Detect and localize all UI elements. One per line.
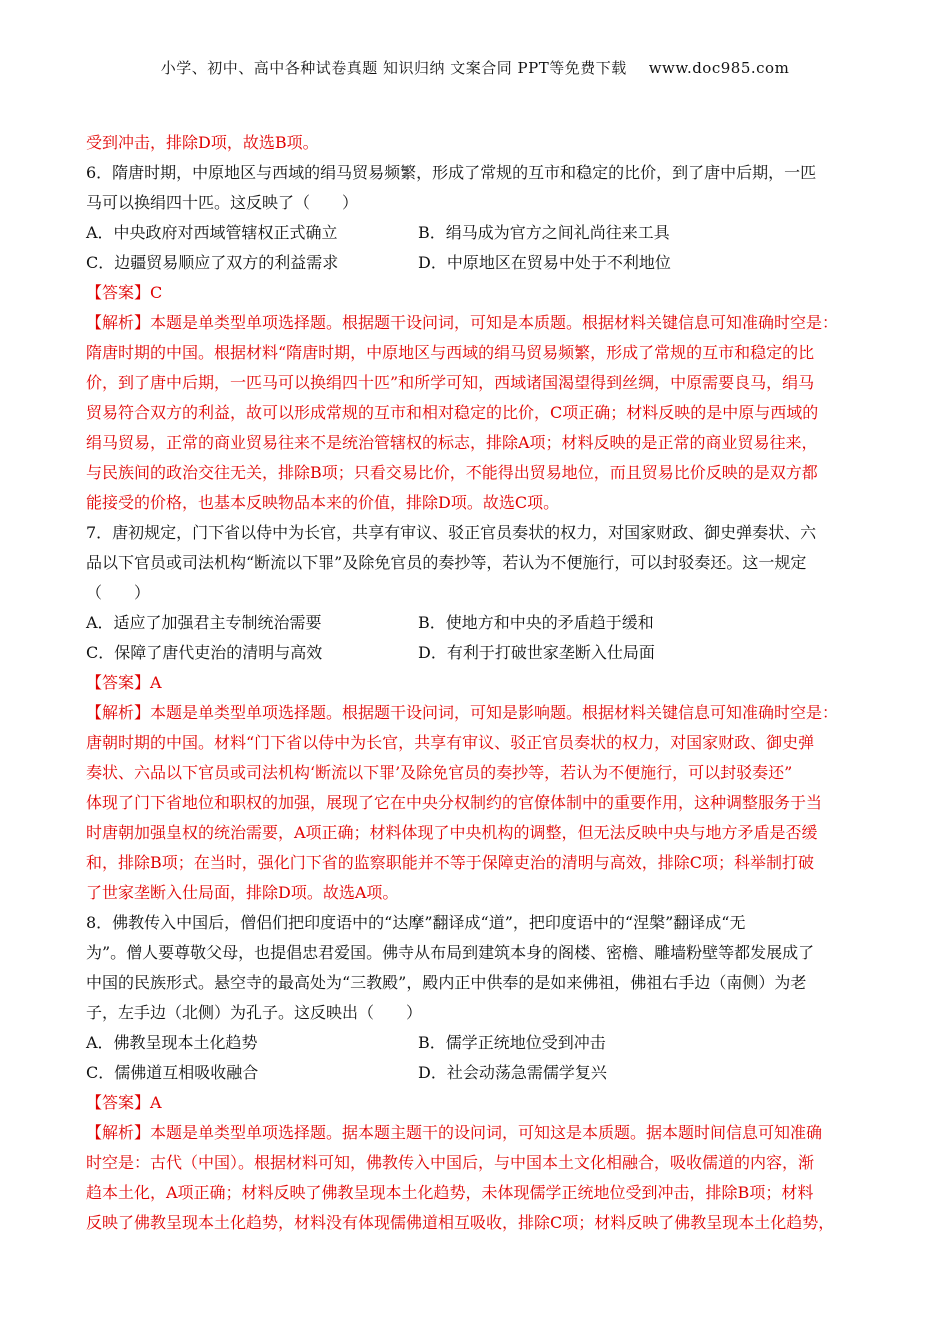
analysis-line: 反映了佛教呈现本土化趋势，材料没有体现儒佛道相互吸收，排除C项；材料反映了佛教呈现本土化趋势， [86,1213,835,1232]
analysis-line: 【解析】本题是单类型单项选择题。根据题干设问词，可知是本质题。根据材料关键信息可知准确时空是： [86,313,839,332]
option-d: D．社会动荡急需儒学复兴 [418,1063,607,1082]
analysis-line: 时唐朝加强皇权的统治需要，A项正确；材料体现了中央机构的调整，但无法反映中央与地方矛盾是否缓 [86,823,818,842]
option-b: B．使地方和中央的矛盾趋于缓和 [418,613,654,632]
question-stem-line: 品以下官员或司法机构“断流以下罪”及除免官员的奏抄等，若认为不便施行，可以封驳奏还。这一规定 [86,553,807,572]
options-row [86,638,870,668]
question-stem-line: 6．隋唐时期，中原地区与西域的绢马贸易频繁，形成了常规的互市和稳定的比价，到了唐中后期，一匹 [86,163,817,182]
analysis-line: 时空是：古代（中国）。根据材料可知，佛教传入中国后，与中国本土文化相融合，吸收儒道的内容，渐 [86,1153,815,1172]
answer-label: 【答案】C [86,283,163,302]
question-7 [86,518,870,908]
option-a: A．中央政府对西域管辖权正式确立 [86,223,338,242]
option-b: B．绢马成为官方之间礼尚往来工具 [418,223,670,242]
option-c: C．儒佛道互相吸收融合 [86,1063,259,1082]
analysis-line: 奏状、六品以下官员或司法机构‘断流以下罪’及除免官员的奏抄等，若认为不便施行，可以封驳奏还” [86,763,793,782]
option-d: D．中原地区在贸易中处于不利地位 [418,253,671,272]
question-8 [86,908,870,1238]
question-stem-line: 7．唐初规定，门下省以侍中为长官，共享有审议、驳正官员奏状的权力，对国家财政、御史弹奏状、六 [86,523,817,542]
option-a: A．适应了加强君主专制统治需要 [86,613,322,632]
analysis-line: 与民族间的政治交往无关，排除B项；只看交易比价，不能得出贸易地位，而且贸易比价反映的是双方都 [86,463,818,482]
analysis-line: 绢马贸易，正常的商业贸易往来不是统治管辖权的标志，排除A项；材料反映的是正常的商业贸易往来， [86,433,818,452]
option-c: C．边疆贸易顺应了双方的利益需求 [86,253,339,272]
answer-label: 【答案】A [86,673,162,692]
analysis-line: 唐朝时期的中国。材料“门下省以侍中为长官，共享有审议、驳正官员奏状的权力，对国家财政、御史弹 [86,733,815,752]
analysis-line: 价，到了唐中后期，一匹马可以换绢四十匹”和所学可知，西域诸国渴望得到丝绸，中原需要良马，绢马 [86,373,815,392]
option-a: A．佛教呈现本土化趋势 [86,1033,258,1052]
analysis-line: 趋本土化，A项正确；材料反映了佛教呈现本土化趋势，未体现儒学正统地位受到冲击，排除B项；材料 [86,1183,814,1202]
options-row [86,1058,870,1088]
analysis-line: 隋唐时期的中国。根据材料“隋唐时期，中原地区与西域的绢马贸易频繁，形成了常规的互市和稳定的比 [86,343,815,362]
question-6 [86,158,870,518]
analysis-line: 能接受的价格，也基本反映物品本来的价值，排除D项。故选C项。 [86,493,560,512]
options-row [86,1028,870,1058]
header-text: 小学、初中、高中各种试卷真题 知识归纳 文案合同 PPT等免费下载 [160,59,627,77]
answer-label: 【答案】A [86,1093,162,1112]
option-c: C．保障了唐代吏治的清明与高效 [86,643,323,662]
analysis-line: 【解析】本题是单类型单项选择题。根据题干设问词，可知是影响题。根据材料关键信息可知准确时空是： [86,703,839,722]
option-d: D．有利于打破世家垄断入仕局面 [418,643,655,662]
question-stem-line: 8．佛教传入中国后，僧侣们把印度语中的“达摩”翻译成“道”，把印度语中的“涅槃”翻译成“无 [86,913,746,932]
question-stem-line: 子，左手边（北侧）为孔子。这反映出（ ） [86,1003,423,1022]
analysis-line: 了世家垄断入仕局面，排除D项。故选A项。 [86,883,399,902]
analysis-line: 体现了门下省地位和职权的加强，展现了它在中央分权制约的官僚体制中的重要作用，这种调整服务于当 [86,793,823,812]
page-header [0,57,950,78]
options-row [86,608,870,638]
options-row [86,248,870,278]
question-stem-line: 中国的民族形式。悬空寺的最高处为“三教殿”，殿内正中供奉的是如来佛祖，佛祖右手边（南侧）为老 [86,973,807,992]
analysis-line: 贸易符合双方的利益，故可以形成常规的互市和相对稳定的比价，C项正确；材料反映的是中原与西域的 [86,403,819,422]
question-stem-line: 马可以换绢四十匹。这反映了（ ） [86,193,359,212]
header-url[interactable]: www.doc985.com [648,59,790,77]
previous-analysis-tail: 受到冲击，排除D项，故选B项。 [86,133,319,152]
analysis-line: 【解析】本题是单类型单项选择题。据本题主题干的设问词，可知这是本质题。据本题时间信息可知准确 [86,1123,823,1142]
question-stem-line: （ ） [86,583,151,602]
analysis-line: 和，排除B项；在当时，强化门下省的监察职能并不等于保障吏治的清明与高效，排除C项；科举制打破 [86,853,815,872]
document-body [86,128,870,1238]
options-row [86,218,870,248]
option-b: B．儒学正统地位受到冲击 [418,1033,606,1052]
question-stem-line: 为”。僧人要尊敬父母，也提倡忠君爱国。佛寺从布局到建筑本身的阁楼、密檐、雕墙粉壁等都发展成了 [86,943,815,962]
